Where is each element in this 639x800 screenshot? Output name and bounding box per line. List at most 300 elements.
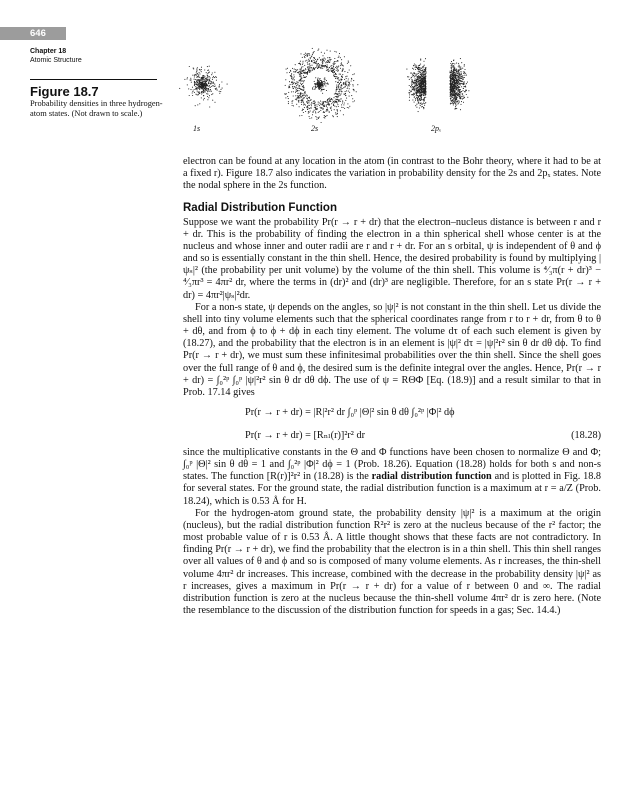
dot-2s [342,102,343,103]
dot-2px [455,97,456,98]
dot-2s [333,105,334,106]
dot-1s [201,91,202,92]
dot-2s [335,78,336,79]
dot-2s [312,53,313,54]
dot-2px [420,70,421,71]
dot-2px [453,104,454,105]
dot-2px [408,76,409,77]
equation-1 [183,399,601,426]
dot-2px [421,75,422,76]
dot-2s [334,63,335,64]
dot-2px [451,70,452,71]
dot-2px [424,97,425,98]
dot-2s [342,77,343,78]
dot-2s [330,66,331,67]
dot-2px [413,65,414,66]
dot-2px [466,75,467,76]
dot-1s [212,93,213,94]
dot-2px [462,68,463,69]
dot-2px [422,72,423,73]
dot-1s [201,92,202,93]
dot-2s [325,59,326,60]
dot-1s [207,73,208,74]
dot-2s [343,114,344,115]
dot-1s [197,104,198,105]
dot-2s [322,101,323,102]
dot-2px [452,95,453,96]
dot-2s [291,76,292,77]
dot-2px [450,71,451,72]
dot-2s [342,69,343,70]
dot-1s [199,77,200,78]
equation-2 [183,426,601,447]
dot-2px [466,94,467,95]
dot-2px [464,66,465,67]
dot-2px [467,82,468,83]
dot-2s [289,87,290,88]
dot-2s [344,102,345,103]
dot-2s [291,82,292,83]
dot-2s [336,66,337,67]
dot-2s [309,97,310,98]
dot-2s [350,65,351,66]
dot-2s [297,90,298,91]
dot-2px [460,58,461,59]
dot-2s [322,84,323,85]
dot-2px [422,70,423,71]
dot-2px [413,69,414,70]
dot-2px [463,98,464,99]
dot-2s [319,111,320,112]
dot-2px [420,100,421,101]
dot-1s [199,93,200,94]
dot-1s [197,91,198,92]
dot-2s [338,77,339,78]
dot-2s [311,70,312,71]
dot-2px [462,99,463,100]
dot-2px [457,80,458,81]
dot-2px [423,66,424,67]
dot-2s [320,82,321,83]
dot-2px [454,79,455,80]
dot-2s [333,70,334,71]
dot-2px [464,97,465,98]
dot-2s [348,60,349,61]
dot-2px [451,100,452,101]
dot-2s [310,66,311,67]
dot-2px [450,75,451,76]
dot-2s [292,82,293,83]
dot-2px [415,76,416,77]
dot-2s [331,70,332,71]
dot-2px [459,92,460,93]
dot-2px [450,82,451,83]
dot-1s [207,66,208,67]
dot-2s [309,53,310,54]
dot-1s [207,79,208,80]
dot-2px [453,69,454,70]
dot-2s [345,100,346,101]
dot-1s [201,71,202,72]
dot-2s [334,106,335,107]
dot-2px [456,71,457,72]
dot-2px [412,80,413,81]
dot-2s [340,82,341,83]
dot-2s [331,106,332,107]
dot-2s [315,108,316,109]
dot-2px [455,108,456,109]
dot-2px [458,66,459,67]
dot-1s [210,81,211,82]
dot-2s [348,85,349,86]
dot-2s [296,81,297,82]
dot-2s [317,79,318,80]
dot-2s [341,62,342,63]
dot-2s [324,53,325,54]
dot-2s [311,104,312,105]
dot-2s [331,67,332,68]
dot-1s [204,87,205,88]
dot-2s [343,104,344,105]
dot-2s [314,89,315,90]
dot-2px [420,94,421,95]
dot-2s [346,76,347,77]
dot-2s [326,109,327,110]
dot-2s [310,110,311,111]
dot-2s [330,108,331,109]
dot-2s [354,100,355,101]
dot-2s [295,72,296,73]
dot-2px [460,98,461,99]
dot-2s [315,86,316,87]
dot-2s [341,59,342,60]
dot-1s [206,72,207,73]
dot-2s [315,102,316,103]
dot-2px [455,73,456,74]
dot-2s [328,61,329,62]
dot-2px [459,101,460,102]
dot-2s [302,86,303,87]
dot-2px [451,76,452,77]
dot-2s [339,93,340,94]
dot-1s [194,81,195,82]
dot-2px [414,86,415,87]
equation-2-number: (18.28) [571,429,601,441]
dot-2px [454,92,455,93]
dot-2s [319,89,320,90]
dot-2s [303,104,304,105]
dot-2s [313,60,314,61]
dot-2s [337,99,338,100]
dot-2s [305,105,306,106]
dot-1s [200,84,201,85]
dot-2s [320,107,321,108]
dot-2px [415,69,416,70]
dot-1s [219,91,220,92]
dot-2s [305,72,306,73]
dot-2s [306,98,307,99]
dot-2s [334,93,335,94]
dot-2s [336,76,337,77]
dot-2s [295,83,296,84]
dot-2s [300,73,301,74]
dot-2s [327,69,328,70]
dot-2px [459,90,460,91]
dot-2s [292,86,293,87]
dot-2s [315,77,316,78]
dot-2px [460,93,461,94]
dot-2s [336,68,337,69]
dot-2s [298,80,299,81]
dot-2px [411,87,412,88]
body-text [183,156,601,617]
dot-2s [325,83,326,84]
dot-2px [458,63,459,64]
dot-1s [219,87,220,88]
dot-2s [323,112,324,113]
dot-2s [309,98,310,99]
dot-1s [198,88,199,89]
dot-1s [221,81,222,82]
dot-2s [336,114,337,115]
dot-2s [352,101,353,102]
dot-2px [460,71,461,72]
dot-2px [458,103,459,104]
dot-2s [343,87,344,88]
dot-2px [455,80,456,81]
dot-2px [459,94,460,95]
dot-2px [425,68,426,69]
dot-2px [419,76,420,77]
dot-2s [304,65,305,66]
dot-2px [463,77,464,78]
dot-1s [199,103,200,104]
dot-2s [327,64,328,65]
dot-2s [340,90,341,91]
dot-2px [424,72,425,73]
dot-2s [348,82,349,83]
dot-2s [289,72,290,73]
dot-2s [307,55,308,56]
dot-1s [216,89,217,90]
dot-2s [309,116,310,117]
dot-2px [460,89,461,90]
dot-2s [314,83,315,84]
dot-2s [318,118,319,119]
dot-2s [334,72,335,73]
dot-2s [321,83,322,84]
dot-2px [454,85,455,86]
dot-2px [416,83,417,84]
dot-2s [298,82,299,83]
dot-2s [305,68,306,69]
dot-2s [333,97,334,98]
dot-2px [424,85,425,86]
dot-2px [450,72,451,73]
dot-2px [414,102,415,103]
dot-2s [320,80,321,81]
dot-2px [463,71,464,72]
dot-2s [336,94,337,95]
dot-2s [295,95,296,96]
dot-2s [308,97,309,98]
dot-2s [337,104,338,105]
dot-2s [341,85,342,86]
dot-2s [349,82,350,83]
dot-1s [216,88,217,89]
dot-1s [186,78,187,79]
dot-2px [421,104,422,105]
dot-2s [314,100,315,101]
dot-2px [453,75,454,76]
dot-2px [456,88,457,89]
dot-2s [320,84,321,85]
dot-2px [418,103,419,104]
dot-2s [294,86,295,87]
dot-2s [335,61,336,62]
dot-2s [288,98,289,99]
dot-1s [199,89,200,90]
dot-1s [198,94,199,95]
dot-2s [340,110,341,111]
dot-2s [313,67,314,68]
dot-2s [333,62,334,63]
dot-2s [297,96,298,97]
dot-2s [287,96,288,97]
dot-2px [419,71,420,72]
dot-2s [327,107,328,108]
dot-1s [206,81,207,82]
dot-2s [323,117,324,118]
dot-2s [322,61,323,62]
dot-2px [409,92,410,93]
probability-density-plots [160,43,605,133]
dot-2px [413,73,414,74]
dot-2px [420,60,421,61]
dot-2px [456,105,457,106]
dot-2s [349,96,350,97]
dot-2s [286,72,287,73]
dot-2px [452,73,453,74]
dot-2s [333,116,334,117]
dot-2s [293,91,294,92]
dot-2s [309,60,310,61]
dot-2px [421,80,422,81]
dot-2px [456,81,457,82]
dot-1s [189,95,190,96]
dot-2s [352,98,353,99]
dot-2px [455,102,456,103]
dot-1s [211,86,212,87]
dot-2px [409,94,410,95]
dot-2px [459,83,460,84]
dot-2s [301,99,302,100]
dot-1s [201,87,202,88]
dot-2s [307,100,308,101]
dot-2s [300,88,301,89]
dot-2s [318,49,319,50]
dot-2px [412,87,413,88]
dot-2px [455,69,456,70]
dot-2s [307,106,308,107]
dot-2s [336,51,337,52]
dot-1s [195,94,196,95]
dot-1s [209,76,210,77]
dot-2s [312,54,313,55]
dot-2px [422,99,423,100]
dot-2px [423,93,424,94]
dot-2px [454,83,455,84]
dot-2s [308,66,309,67]
paragraph-3 [183,447,601,508]
dot-2s [303,112,304,113]
dot-2s [293,74,294,75]
dot-2px [451,103,452,104]
dot-2s [296,99,297,100]
dot-2px [418,65,419,66]
dot-2px [451,79,452,80]
dot-2px [417,87,418,88]
dot-2s [292,103,293,104]
dot-2px [424,80,425,81]
dot-2s [291,101,292,102]
dot-2s [308,100,309,101]
dot-1s [208,72,209,73]
dot-2s [307,74,308,75]
dot-2px [421,94,422,95]
dot-2px [421,84,422,85]
figure-caption: Probability densities in three hydrogen-atom states. (Not drawn to scale.) [30,99,163,118]
dot-2s [346,90,347,91]
dot-2s [340,65,341,66]
dot-1s [203,83,204,84]
dot-2px [418,71,419,72]
dot-1s [207,96,208,97]
dot-1s [208,83,209,84]
dot-2s [341,98,342,99]
dot-2s [340,63,341,64]
dot-2px [451,61,452,62]
dot-2s [308,102,309,103]
dot-2px [454,72,455,73]
dot-1s [211,74,212,75]
dot-2s [338,57,339,58]
dot-2px [462,94,463,95]
dot-1s [212,100,213,101]
dot-2s [297,69,298,70]
dot-2s [287,68,288,69]
dot-2s [315,83,316,84]
dot-2s [323,89,324,90]
dot-2px [415,100,416,101]
dot-2px [423,76,424,77]
dot-2s [301,77,302,78]
dot-2px [457,81,458,82]
dot-2s [300,61,301,62]
dot-2px [422,81,423,82]
dot-2s [338,66,339,67]
dot-2s [285,79,286,80]
dot-2s [329,62,330,63]
dot-1s [205,78,206,79]
dot-2s [292,105,293,106]
dot-2s [311,65,312,66]
paragraph-2: For a non-s state, ψ depends on the angles, so |ψ|² is not constant in the thin shell. Let us divide the shell into tiny volume elements such that the spherical coordinates range from r to r + dr, from θ to θ + dθ, and from ϕ to ϕ + dϕ in each tiny element. The volume dτ of each such element is given by (18.27), and the probability that the electron is in an element is |ψ|² dτ = |ψ|²r² sin θ dr dθ dϕ. To find Pr(r → r + dr), we must sum these infinitesimal probabilities over the thin shell. Since the shell goes over the full range of θ and ϕ, the desired sum is the definite integral over the angles. Hence, Pr(r → r + dr) = ∫₀²ᵖ ∫₀ᵖ |ψ|²r² sin θ dr dθ dϕ. The use of ψ = RΘΦ [Eq. (18.9)] and a result similar to that in Prob. 17.14 gives [183,301,601,398]
dot-2px [457,103,458,104]
dot-2px [423,91,424,92]
dot-2px [464,77,465,78]
dot-2s [319,81,320,82]
